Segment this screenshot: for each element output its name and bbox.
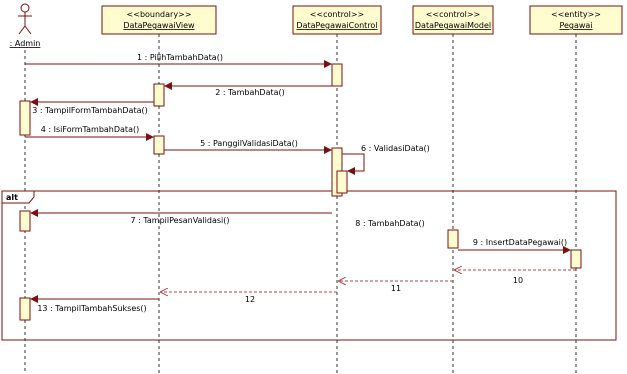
message-label: 7 : TampilPesanValidasi(): [130, 216, 230, 225]
message-label: 12: [244, 295, 256, 304]
message-label: 5 : PanggilValidasiData(): [200, 139, 298, 148]
participant-stereotype: <<boundary>>: [126, 10, 192, 19]
activation-admin: [20, 101, 30, 135]
message-label: 10: [512, 276, 524, 285]
message-label: 1 : PilihTambahData(): [137, 53, 223, 62]
activation-model: [448, 230, 458, 248]
message-label: 4 : IsiFormTambahData(): [40, 125, 140, 134]
participant-name: Pegawai: [559, 21, 593, 30]
participant-admin: [10, 4, 41, 48]
activation-view: [154, 84, 164, 106]
lifelines: [25, 34, 576, 374]
messages: [25, 53, 576, 313]
message-label: 8 : TambahData(): [355, 219, 425, 228]
activation-control-nested: [337, 171, 347, 193]
participant-name: : Admin: [9, 39, 41, 48]
participant-view: [102, 6, 216, 34]
actor-icon: [18, 4, 32, 34]
activation-admin: [20, 211, 30, 231]
participant-stereotype: <<entity>>: [550, 10, 602, 19]
message-label: 13 : TampilTambahSukses(): [37, 304, 147, 313]
message-label: 3 : TampilFormTambahData(): [32, 106, 148, 115]
activation-entity: [571, 250, 581, 268]
activation-admin: [20, 298, 30, 320]
message-arrow-self: [342, 154, 364, 171]
participant-name: DataPegawaiModel: [414, 21, 492, 30]
activation-view: [154, 136, 164, 154]
activation-control: [332, 64, 342, 86]
participant-name: DataPegawaiView: [123, 21, 195, 30]
message-label: 6 : ValidasiData(): [361, 144, 430, 153]
participant-control: [293, 6, 381, 34]
message-label: 11: [390, 284, 402, 293]
participant-stereotype: <<control>>: [309, 10, 365, 19]
message-label: 9 : InsertDataPegawai(): [472, 238, 568, 247]
participant-entity: [530, 6, 622, 34]
message-label: 2 : TambahData(): [215, 88, 285, 97]
fragment-operator: alt: [6, 193, 18, 202]
participant-model: [413, 6, 493, 34]
participant-name: DataPegawaiControl: [296, 21, 378, 30]
participant-stereotype: <<control>>: [425, 10, 481, 19]
